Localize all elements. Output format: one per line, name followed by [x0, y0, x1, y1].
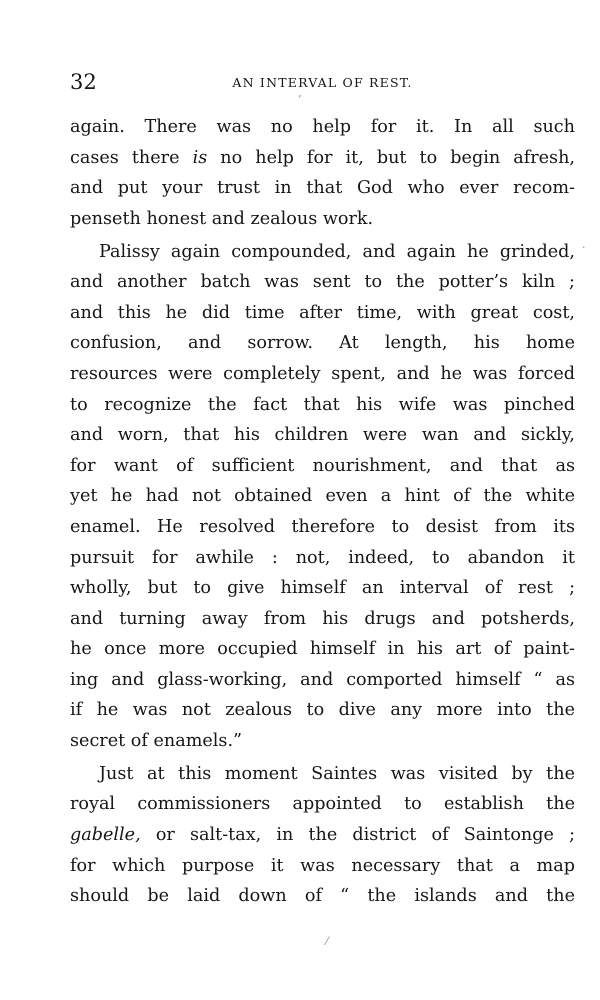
paragraph-p1 — [70, 112, 575, 234]
page-number: 32 — [70, 70, 97, 94]
text-line: and worn, that his children were wan and sickly, — [70, 425, 575, 446]
text-line: secret of enamels.” — [70, 731, 243, 752]
paragraph-p3 — [70, 759, 575, 912]
text-line: if he was not zealous to dive any more into the — [70, 700, 575, 721]
running-title: AN INTERVAL OF REST. — [232, 75, 413, 90]
text-line: pursuit for awhile : not, indeed, to abandon it — [70, 547, 575, 568]
text-line: and put your trust in that God who ever recom- — [70, 178, 575, 199]
text-line: gabelle, or salt-tax, in the district of Saintonge ; — [70, 825, 575, 846]
text-line: for want of sufficient nourishment, and that as — [70, 455, 575, 476]
text-line: penseth honest and zealous work. — [70, 208, 374, 229]
print-speck: ⁄ — [326, 935, 328, 948]
text-line: he once more occupied himself in his art of paint- — [70, 639, 575, 660]
text-line: to recognize the fact that his wife was pinched — [70, 394, 575, 415]
text-line: and turning away from his drugs and potsherds, — [70, 608, 575, 629]
text-line: Palissy again compounded, and again he grinded, — [99, 241, 575, 262]
text-line: confusion, and sorrow. At length, his home — [70, 333, 575, 354]
text-line: enamel. He resolved therefore to desist from its — [70, 516, 575, 537]
text-line: and this he did time after time, with great cost, — [70, 302, 575, 323]
text-line: should be laid down of “ the islands and the — [70, 886, 575, 907]
text-line: yet he had not obtained even a hint of the white — [70, 486, 575, 507]
print-speck: · — [582, 241, 586, 254]
text-line: wholly, but to give himself an interval of rest ; — [70, 578, 575, 599]
text-line: resources were completely spent, and he was forced — [70, 363, 575, 384]
text-line: cases there is no help for it, but to begin afresh, — [70, 147, 575, 168]
page-header — [70, 70, 575, 94]
italic-word: is — [192, 147, 208, 168]
paragraph-p2 — [70, 237, 575, 757]
text-line: for which purpose it was necessary that a map — [70, 855, 575, 876]
text-line: again. There was no help for it. In all such — [70, 117, 575, 137]
italic-word: gabelle, — [70, 825, 141, 846]
text-line: Just at this moment Saintes was visited by the — [99, 763, 575, 784]
body-text — [70, 112, 575, 912]
text-line: ing and glass-working, and comported himself “ as — [70, 669, 575, 690]
print-speck: ‘ — [298, 93, 302, 106]
text-line: and another batch was sent to the potter’s kiln ; — [70, 272, 575, 293]
text-line: royal commissioners appointed to establish the — [70, 794, 575, 815]
